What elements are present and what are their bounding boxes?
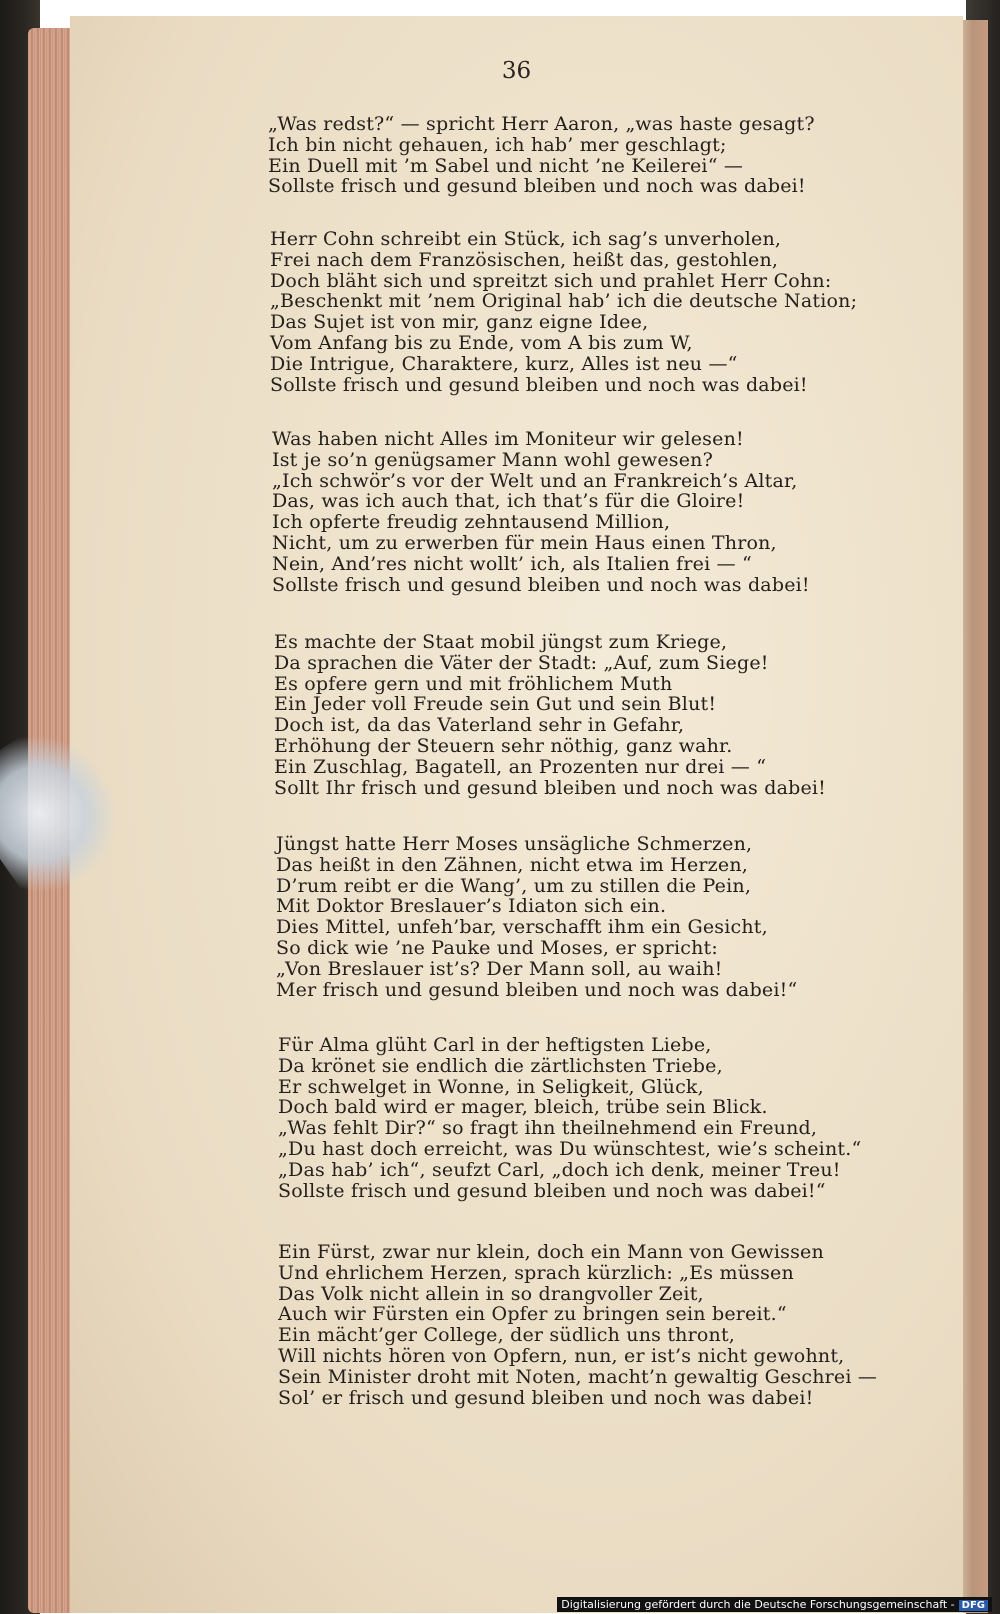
verse-line: Nein, And’res nicht wollt’ ich, als Italien frei — “ [272, 552, 752, 575]
stanza-2 [270, 229, 857, 395]
verse-line: Ich bin nicht gehauen, ich hab’ mer geschlagt; [268, 133, 727, 156]
verse-line: Ein Duell mit ’m Sabel und nicht ’ne Keilerei“ — [268, 154, 744, 177]
verse-line: „Ich schwör’s vor der Welt und an Frankreich’s Altar, [272, 469, 798, 492]
stanza-3 [272, 429, 810, 595]
verse-line: Und ehrlichem Herzen, sprach kürzlich: „Es müssen [278, 1261, 794, 1284]
verse-line: Ein Jeder voll Freude sein Gut und sein Blut! [274, 693, 717, 716]
verse-line: Will nichts hören von Opfern, nun, er ist’s nicht gewohnt, [278, 1344, 845, 1367]
verse-line: Mit Doktor Breslauer’s Idiaton sich ein. [276, 895, 667, 918]
verse-line: Frei nach dem Französischen, heißt das, gestohlen, [270, 248, 779, 271]
verse-line: Nicht, um zu erwerben für mein Haus einen Thron, [272, 531, 777, 554]
verse-line: Er schwelget in Wonne, in Seligkeit, Glück, [278, 1075, 704, 1098]
verse-line: Ein mächt’ger College, der südlich uns thront, [278, 1324, 736, 1347]
verse-line: Das Sujet ist von mir, ganz eigne Idee, [270, 311, 649, 334]
stanza-1 [268, 114, 815, 197]
verse-line: Es machte der Staat mobil jüngst zum Kriege, [274, 631, 728, 653]
stanza-7 [278, 1242, 877, 1408]
dfg-logo: DFG [959, 1600, 988, 1611]
verse-line: Auch wir Fürsten ein Opfer zu bringen sein bereit.“ [278, 1303, 787, 1326]
verse-line: „Du hast doch erreicht, was Du wünschtest, wie’s scheint.“ [278, 1137, 862, 1160]
verse-line: Die Intrigue, Charaktere, kurz, Alles ist neu —“ [270, 352, 738, 375]
facing-page-edge [962, 20, 988, 1613]
verse-line: Das Volk nicht allein in so drangvoller Zeit, [278, 1282, 704, 1305]
verse-line: „Was redst?“ — spricht Herr Aaron, „was haste gesagt? [268, 113, 815, 135]
verse-line: Sollste frisch und gesund bleiben und noch was dabei! [268, 175, 806, 198]
verse-line: Ein Fürst, zwar nur klein, doch ein Mann von Gewissen [278, 1241, 824, 1263]
verse-line: „Was fehlt Dir?“ so fragt ihn theilnehmend ein Freund, [278, 1117, 818, 1140]
verse-line: Da krönet sie endlich die zärtlichsten Triebe, [278, 1054, 723, 1077]
verse-line: Dies Mittel, unfeh’bar, verschafft ihm ein Gesicht, [276, 916, 768, 939]
verse-line: Es opfere gern und mit fröhlichem Muth [274, 672, 673, 695]
verse-line: Sollste frisch und gesund bleiben und noch was dabei! [272, 573, 810, 596]
verse-line: Das, was ich auch that, ich that’s für die Gloire! [272, 490, 745, 513]
footer-text: Digitalisierung gefördert durch die Deutsche Forschungsgemeinschaft - [561, 1598, 955, 1611]
digitization-footer [557, 1597, 992, 1612]
stanza-4 [274, 632, 826, 798]
verse-line: Sein Minister droht mit Noten, macht’n gewaltig Geschrei — [278, 1365, 878, 1388]
page-number: 36 [501, 58, 532, 84]
verse-line: D’rum reibt er die Wang’, um zu stillen die Pein, [276, 874, 752, 897]
verse-line: Mer frisch und gesund bleiben und noch was dabei!“ [276, 978, 798, 1001]
verse-line: Für Alma glüht Carl in der heftigsten Liebe, [278, 1034, 712, 1056]
verse-line: Erhöhung der Steuern sehr nöthig, ganz wahr. [274, 734, 733, 757]
stanza-5 [276, 834, 797, 1000]
verse-line: So dick wie ’ne Pauke und Moses, er spricht: [276, 936, 718, 959]
verse-line: „Von Breslauer ist’s? Der Mann soll, au waih! [276, 957, 723, 980]
verse-line: Vom Anfang bis zu Ende, vom A bis zum W, [270, 331, 693, 354]
verse-line: Doch bläht sich und spreitzt sich und prahlet Herr Cohn: [270, 269, 832, 292]
verse-line: Ich opferte freudig zehntausend Million, [272, 511, 671, 534]
verse-line: Sollste frisch und gesund bleiben und noch was dabei!“ [278, 1179, 826, 1202]
verse-line: „Beschenkt mit ’nem Original hab’ ich die deutsche Nation; [270, 290, 858, 313]
verse-line: Sollste frisch und gesund bleiben und noch was dabei! [270, 373, 808, 396]
verse-line: Doch ist, da das Vaterland sehr in Gefahr, [274, 714, 685, 737]
verse-line: Sol’ er frisch und gesund bleiben und noch was dabei! [278, 1386, 814, 1409]
verse-line: Was haben nicht Alles im Moniteur wir gelesen! [272, 428, 744, 450]
verse-line: Sollt Ihr frisch und gesund bleiben und noch was dabei! [274, 776, 827, 799]
verse-line: Doch bald wird er mager, bleich, trübe sein Blick. [278, 1096, 768, 1119]
verse-line: Das heißt in den Zähnen, nicht etwa im Herzen, [276, 853, 749, 876]
verse-line: Jüngst hatte Herr Moses unsägliche Schmerzen, [276, 833, 753, 855]
verse-line: Da sprachen die Väter der Stadt: „Auf, zum Siege! [274, 651, 769, 674]
book-page [70, 16, 963, 1613]
verse-line: Herr Cohn schreibt ein Stück, ich sag’s unverholen, [270, 228, 782, 250]
stanza-6 [278, 1035, 861, 1201]
verse-line: Ist je so’n genügsamer Mann wohl gewesen? [272, 448, 713, 471]
verse-line: „Das hab’ ich“, seufzt Carl, „doch ich denk, meiner Treu! [278, 1158, 841, 1181]
verse-line: Ein Zuschlag, Bagatell, an Prozenten nur drei — “ [274, 755, 767, 778]
